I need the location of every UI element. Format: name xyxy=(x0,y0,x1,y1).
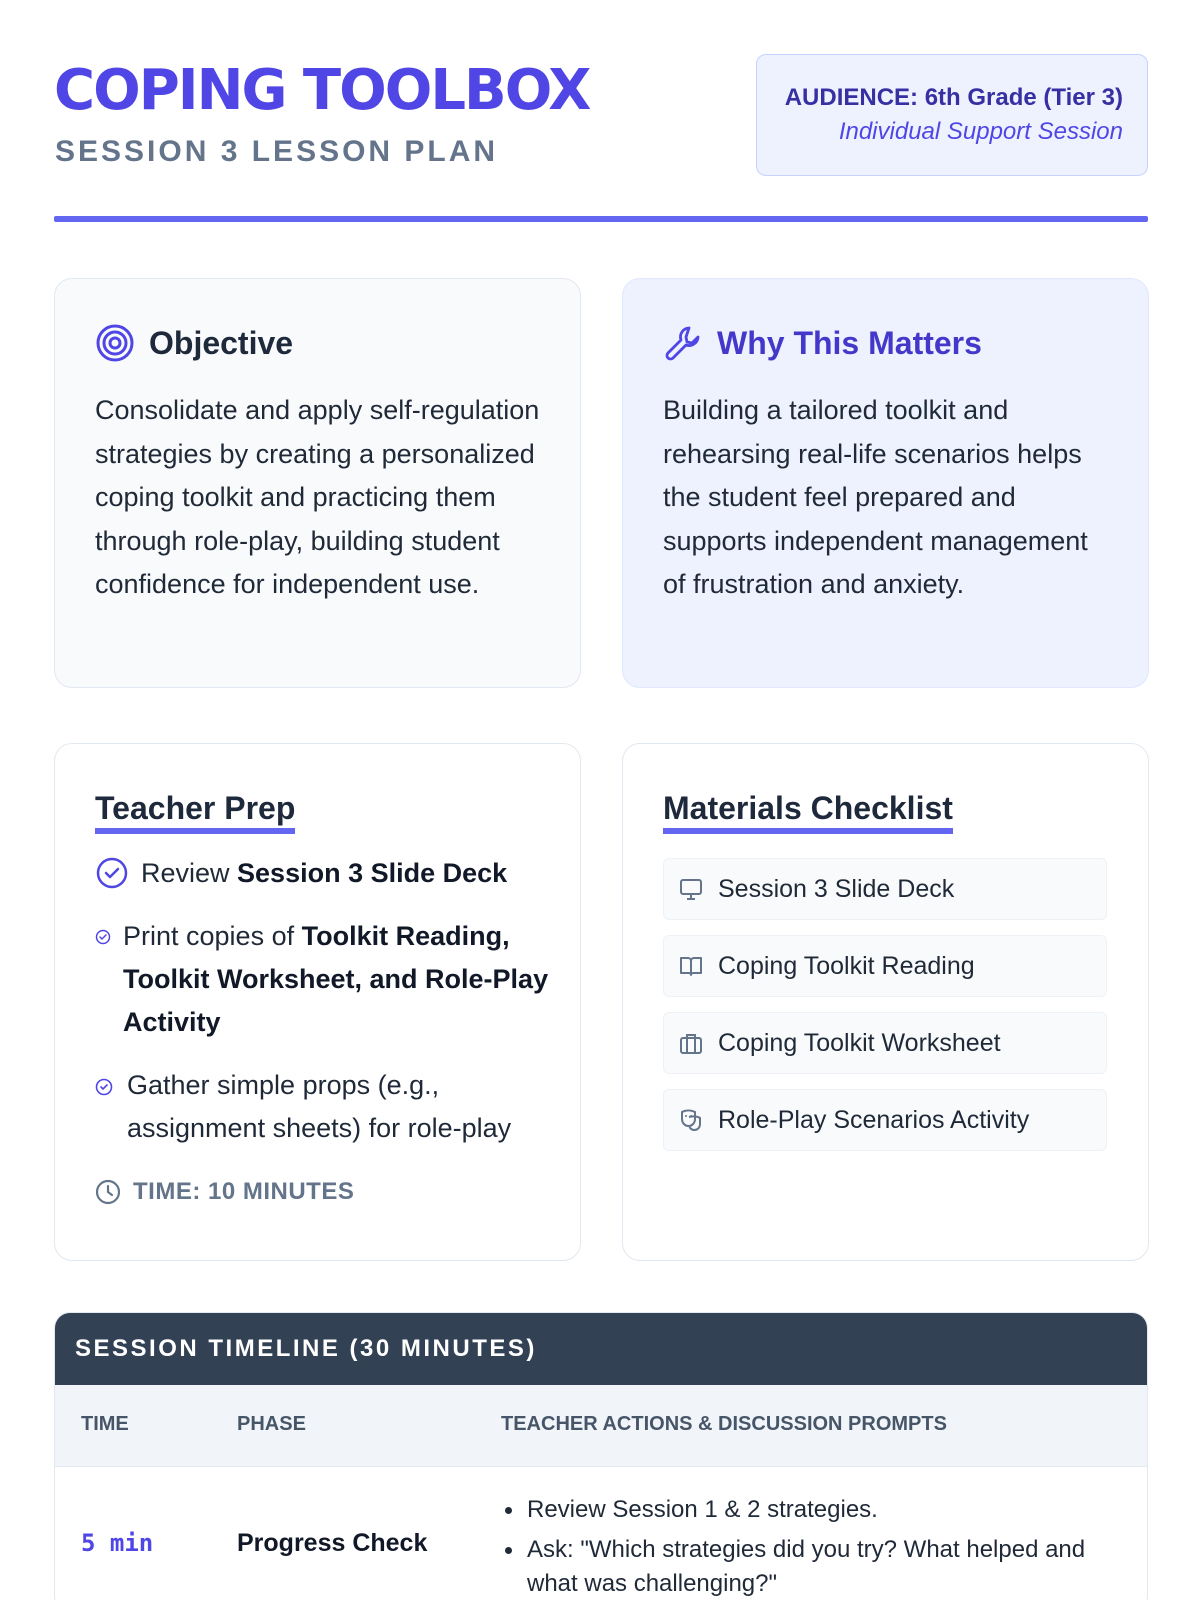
why-header xyxy=(663,321,982,365)
clock-icon xyxy=(95,1179,121,1205)
prep-item xyxy=(95,915,550,1044)
timeline-header-row xyxy=(55,1385,1147,1467)
prep-list xyxy=(95,852,550,1170)
theater-masks-icon xyxy=(678,1107,704,1133)
target-icon xyxy=(95,323,135,363)
objective-heading: Objective xyxy=(149,325,294,361)
material-item xyxy=(663,935,1107,997)
wrench-icon xyxy=(663,323,703,363)
prep-item-text xyxy=(141,852,507,895)
column-header-phase: PHASE xyxy=(237,1413,306,1435)
row-time: 5 min xyxy=(81,1529,154,1557)
prep-item-text: Gather simple props (e.g., assignment sheets) for role-play xyxy=(127,1070,512,1143)
book-icon xyxy=(678,953,704,979)
material-label: Coping Toolkit Worksheet xyxy=(718,1028,1001,1057)
toolbox-icon xyxy=(678,1030,704,1056)
row-phase: Progress Check xyxy=(237,1529,428,1557)
prep-item xyxy=(95,852,550,895)
materials-card xyxy=(622,743,1149,1261)
session-timeline xyxy=(54,1312,1148,1600)
material-label: Coping Toolkit Reading xyxy=(718,951,975,980)
row-actions xyxy=(501,1493,1121,1600)
objective-header xyxy=(95,321,293,365)
objective-text: Consolidate and apply self-regulation strategies by creating a personalized coping toolkit and practicing them through role-play, building student confidence for independent use. xyxy=(95,395,540,599)
teacher-prep-card xyxy=(54,743,581,1261)
why-heading: Why This Matters xyxy=(717,325,982,361)
why-text: Building a tailored toolkit and rehearsing real-life scenarios helps the student feel prepared and supports independent management of frustration and anxiety. xyxy=(663,395,1088,599)
material-item xyxy=(663,1089,1107,1151)
objective-card xyxy=(54,278,581,688)
materials-list xyxy=(663,858,1107,1166)
prep-time xyxy=(95,1178,354,1206)
table-row xyxy=(55,1467,1147,1600)
audience-badge xyxy=(756,54,1148,176)
column-header-actions: TEACHER ACTIONS & DISCUSSION PROMPTS xyxy=(501,1413,947,1435)
material-label: Session 3 Slide Deck xyxy=(718,874,955,903)
audience-label: AUDIENCE: 6th Grade (Tier 3) xyxy=(784,84,1123,111)
prep-time-label: TIME: 10 MINUTES xyxy=(133,1178,355,1205)
materials-heading: Materials Checklist xyxy=(663,788,953,834)
timeline-title: SESSION TIMELINE (30 MINUTES) xyxy=(55,1313,1147,1385)
action-item: Ask: "Which strategies did you try? What helped and what was challenging?" xyxy=(501,1533,1121,1600)
check-circle-icon xyxy=(95,856,129,890)
header-divider xyxy=(54,216,1148,222)
monitor-icon xyxy=(678,876,704,902)
page-title: COPING TOOLBOX xyxy=(54,58,590,123)
prep-item-plain: Print copies of xyxy=(123,921,302,951)
prep-item-bold: Session 3 Slide Deck xyxy=(237,858,508,888)
action-item: Review Session 1 & 2 strategies. xyxy=(501,1493,1121,1527)
check-circle-icon xyxy=(95,929,111,945)
page-header xyxy=(54,52,1148,222)
material-label: Role-Play Scenarios Activity xyxy=(718,1105,1030,1134)
material-item xyxy=(663,858,1107,920)
teacher-prep-heading: Teacher Prep xyxy=(95,788,295,834)
prep-item xyxy=(95,1064,550,1150)
prep-item-plain: Review xyxy=(141,858,238,888)
page-subtitle: SESSION 3 LESSON PLAN xyxy=(55,135,499,168)
prep-item-bold: Toolkit Reading, Toolkit Worksheet, and Role-Play Activity xyxy=(123,921,549,1037)
column-header-time: TIME xyxy=(81,1413,129,1435)
why-card xyxy=(622,278,1149,688)
material-item xyxy=(663,1012,1107,1074)
audience-note: Individual Support Session xyxy=(838,118,1123,145)
check-circle-icon xyxy=(95,1078,113,1096)
prep-item-text xyxy=(123,915,550,1044)
